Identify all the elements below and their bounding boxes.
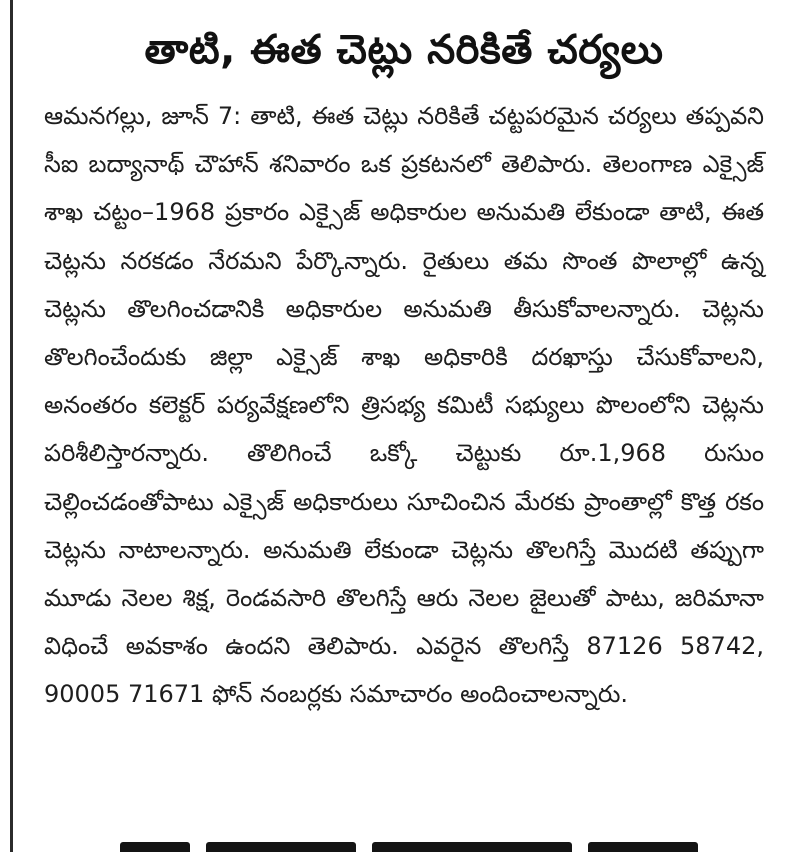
cropped-glyph-strip xyxy=(120,842,190,852)
column-divider-rule xyxy=(10,0,13,852)
article-headline: తాటి, ఈత చెట్లు నరికితే చర్యలు xyxy=(144,27,664,73)
next-article-headline-cropped xyxy=(120,828,720,852)
cropped-glyph-strip xyxy=(206,842,356,852)
news-article xyxy=(44,24,764,719)
cropped-glyph-strip xyxy=(588,842,698,852)
cropped-glyph-strip xyxy=(372,842,572,852)
article-body: ఆమనగల్లు, జూన్ 7: తాటి, ఈత చెట్లు నరికితే చట్టపరమైన చర్యలు తప్పవని సీఐ బద్యానాథ్ చౌహాన్ శనివారం ఒక ప్రకటనలో తెలిపారు. తెలంగాణ ఎక్సైజ్ శాఖ చట్టం–1968 ప్రకారం ఎక్సైజ్ అధికారుల అనుమతి లేకుండా తాటి, ఈత చెట్లను నరకడం నేరమని పేర్కొన్నారు. రైతులు తమ సొంత పొలాల్లో ఉన్న చెట్లను తొలగించడానికి అధికారుల అనుమతి తీసుకోవాలన్నారు. చెట్లను తొలగించేందుకు జిల్లా ఎక్సైజ్ శాఖ అధికారికి దరఖాస్తు చేసుకోవాలని, అనంతరం కలెక్టర్ పర్యవేక్షణలోని త్రిసభ్య కమిటీ సభ్యులు పొలంలోని చెట్లను పరిశీలిస్తారన్నారు. తొలిగించే ఒక్కో చెట్టుకు రూ.1,968 రుసుం చెల్లించడంతోపాటు ఎక్సైజ్ అధికారులు సూచించిన మేరకు ప్రాంతాల్లో కొత్త రకం చెట్లను నాటాలన్నారు. అనుమతి లేకుండా చెట్లను తొలగిస్తే మొదటి తప్పుగా మూడు నెలల శిక్ష, రెండవసారి తొలగిస్తే ఆరు నెలల జైలుతో పాటు, జరిమానా విధించే అవకాశం ఉందని తెలిపారు. ఎవరైన తొలగిస్తే 87126 58742, 90005 71671 ఫోన్ నంబర్లకు సమాచారం అందించాలన్నారు. xyxy=(44,102,764,709)
